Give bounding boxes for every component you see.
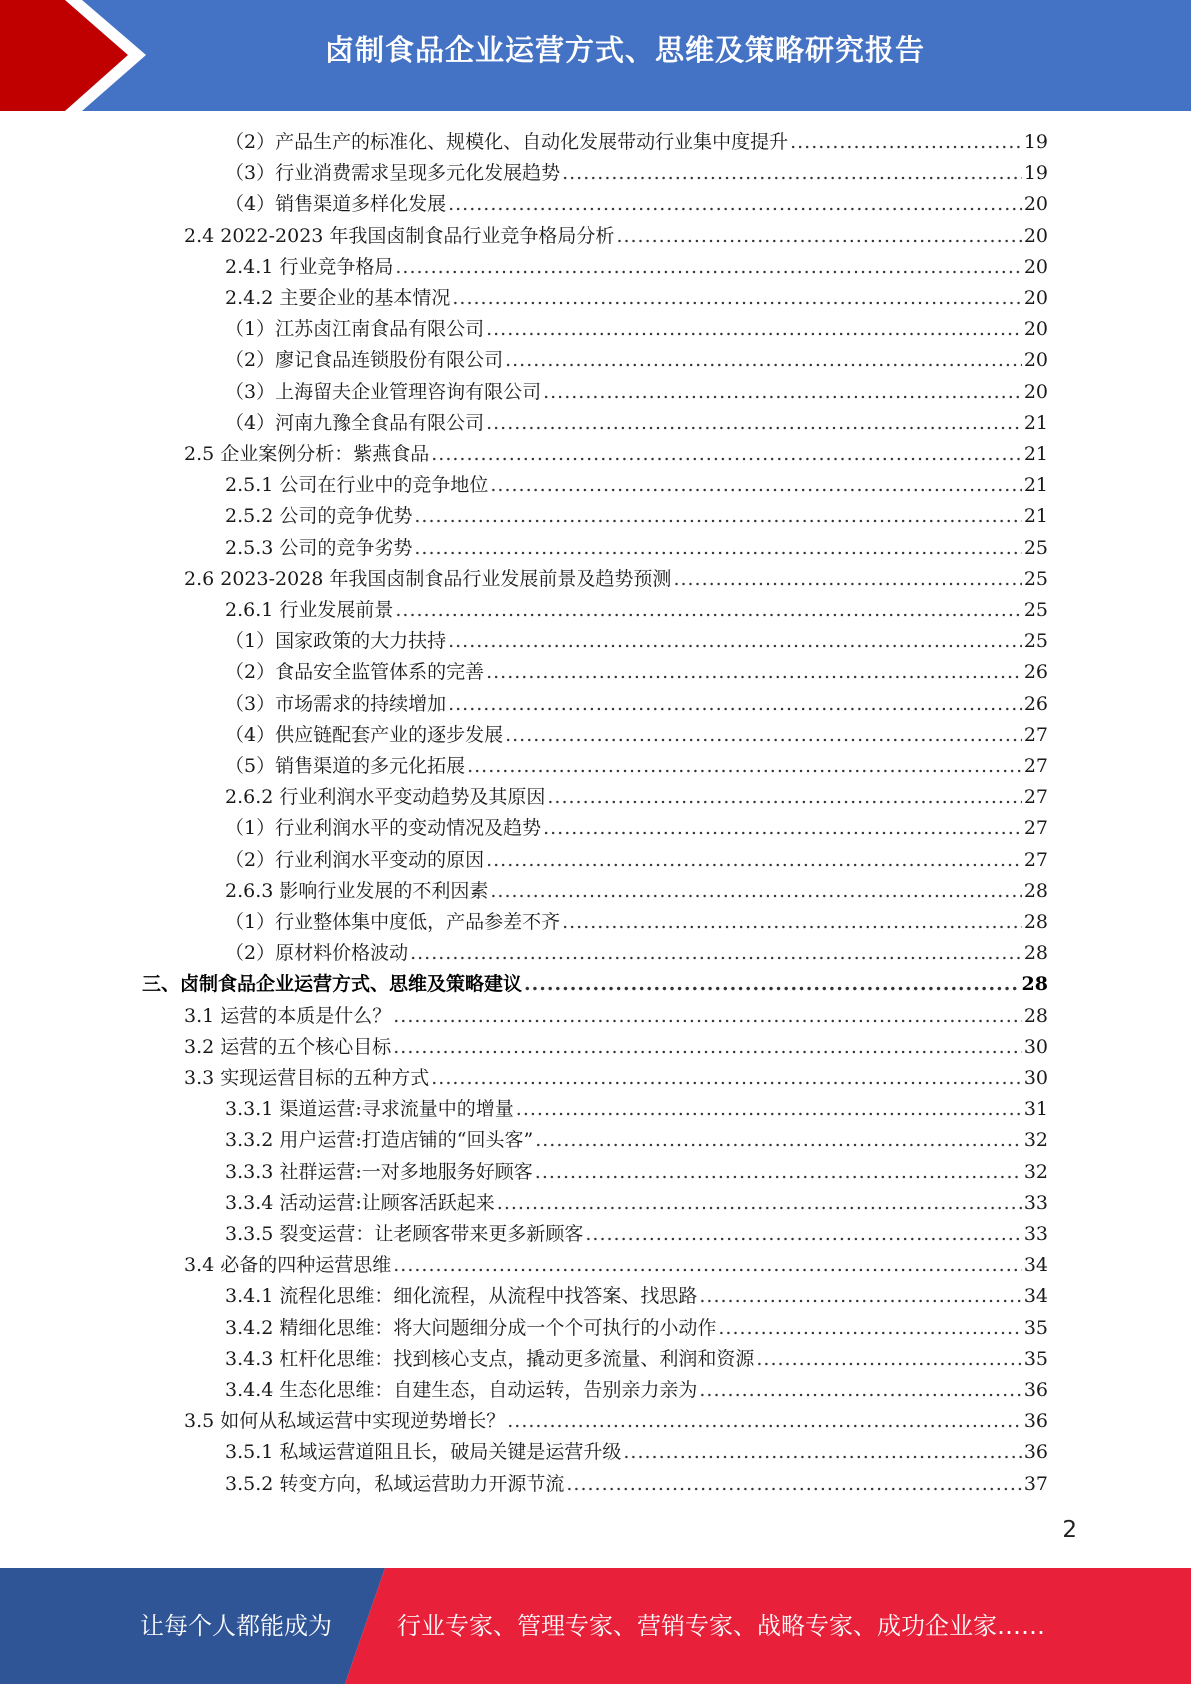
toc-entry[interactable] [184, 564, 1048, 595]
toc-entry-title: （2）产品生产的标准化、规模化、自动化发展带动行业集中度提升 [225, 131, 789, 153]
toc-entry[interactable] [225, 1344, 1048, 1375]
toc-entry[interactable] [225, 782, 1048, 813]
toc-entry-page: 28 [1023, 879, 1048, 902]
toc-entry-page: 28 [1023, 1004, 1048, 1027]
toc-dot-leader [535, 1157, 1022, 1188]
toc-entry-page: 35 [1023, 1316, 1048, 1339]
toc-dot-leader [616, 221, 1021, 252]
toc-dot-leader [585, 1219, 1021, 1250]
toc-entry-page: 27 [1023, 755, 1048, 777]
toc-entry-page: 21 [1023, 505, 1048, 528]
toc-dot-leader [699, 1375, 1021, 1406]
toc-entry[interactable] [225, 1281, 1048, 1312]
toc-entry-page: 21 [1023, 474, 1048, 497]
toc-entry[interactable] [225, 283, 1048, 314]
toc-dot-leader [410, 938, 1022, 969]
toc-entry-page: 21 [1023, 443, 1048, 465]
toc-entry-title: （1）行业利润水平的变动情况及趋势 [225, 817, 542, 840]
toc-entry[interactable] [225, 533, 1048, 564]
toc-entry-title: （4）供应链配套产业的逐步发展 [225, 723, 504, 746]
toc-dot-leader [393, 1001, 1022, 1032]
toc-entry[interactable] [225, 1313, 1048, 1344]
toc-entry-page: 30 [1023, 1067, 1048, 1089]
toc-dot-leader [486, 657, 1022, 688]
toc-dot-leader [467, 751, 1022, 782]
toc-entry-title: 2.4.2 主要企业的基本情况 [225, 287, 451, 309]
toc-entry-title: （4）河南九豫全食品有限公司 [225, 411, 485, 434]
toc-entry-title: 3.2 运营的五个核心目标 [184, 1035, 392, 1058]
toc-entry-page: 25 [1023, 567, 1048, 590]
page-number: 2 [1062, 1517, 1077, 1543]
toc-entry[interactable] [142, 969, 1048, 1000]
toc-entry-page: 27 [1023, 786, 1048, 809]
toc-entry[interactable] [225, 876, 1048, 907]
toc-entry-title: （2）行业利润水平变动的原因 [225, 848, 485, 871]
toc-entry-title: （1）国家政策的大力扶持 [225, 630, 447, 653]
toc-dot-leader [490, 876, 1021, 907]
toc-dot-leader [414, 501, 1021, 532]
toc-entry-page: 20 [1023, 318, 1048, 341]
toc-entry-page: 32 [1023, 1129, 1048, 1152]
toc-dot-leader [547, 782, 1021, 813]
toc-dot-leader [543, 813, 1022, 844]
toc-entry[interactable] [184, 439, 1048, 470]
toc-entry-page: 28 [1023, 911, 1048, 933]
toc-entry[interactable] [225, 345, 1048, 376]
toc-dot-leader [718, 1313, 1021, 1344]
toc-entry-title: 2.6.1 行业发展前景 [225, 599, 394, 621]
toc-entry[interactable] [225, 657, 1048, 688]
toc-entry[interactable] [225, 314, 1048, 345]
toc-entry[interactable] [225, 1469, 1048, 1500]
toc-entry[interactable] [225, 751, 1048, 782]
toc-dot-leader [395, 595, 1021, 626]
toc-entry-title: 2.5.1 公司在行业中的竞争地位 [225, 474, 489, 497]
page-footer [0, 1568, 1191, 1684]
toc-entry[interactable] [225, 689, 1048, 720]
toc-entry-page: 33 [1023, 1223, 1048, 1245]
toc-dot-leader [562, 907, 1022, 938]
toc-entry[interactable] [225, 127, 1048, 158]
toc-entry[interactable] [225, 626, 1048, 657]
toc-entry-page: 21 [1023, 411, 1048, 434]
toc-entry[interactable] [225, 1437, 1048, 1468]
toc-entry[interactable] [225, 1094, 1048, 1125]
toc-entry-title: （3）市场需求的持续增加 [225, 692, 447, 715]
toc-dot-leader [535, 1125, 1022, 1156]
report-title: 卤制食品企业运营方式、思维及策略研究报告 [324, 33, 925, 67]
toc-dot-leader [414, 533, 1021, 564]
toc-entry-page: 34 [1023, 1254, 1048, 1277]
toc-entry-page: 20 [1023, 349, 1048, 372]
toc-entry-page: 20 [1023, 193, 1048, 216]
toc-entry-page: 36 [1023, 1441, 1048, 1464]
toc-dot-leader [486, 408, 1022, 439]
toc-dot-leader [623, 1437, 1021, 1468]
toc-entry[interactable] [225, 252, 1048, 283]
toc-entry-page: 20 [1023, 287, 1048, 309]
toc-entry[interactable] [225, 377, 1048, 408]
toc-entry-title: （2）食品安全监管体系的完善 [225, 661, 485, 684]
toc-dot-leader [756, 1344, 1021, 1375]
toc-entry-page: 27 [1023, 848, 1048, 871]
toc-entry-title: 3.3.4 活动运营:让顾客活跃起来 [225, 1191, 495, 1214]
toc-entry[interactable] [184, 1406, 1048, 1437]
toc-dot-leader [431, 439, 1022, 470]
toc-dot-leader [486, 314, 1022, 345]
toc-entry[interactable] [225, 1219, 1048, 1250]
toc-dot-leader [393, 1250, 1022, 1281]
toc-entry-title: （2）原材料价格波动 [225, 942, 409, 965]
toc-entry[interactable] [225, 189, 1048, 220]
toc-entry-page: 26 [1023, 692, 1048, 715]
toc-entry-page: 25 [1023, 599, 1048, 621]
toc-entry[interactable] [184, 1063, 1048, 1094]
toc-entry-title: 3.4.2 精细化思维：将大问题细分成一个个可执行的小动作 [225, 1316, 717, 1339]
toc-entry-page: 36 [1023, 1379, 1048, 1401]
toc-entry-title: 2.5.3 公司的竞争劣势 [225, 536, 413, 559]
toc-entry-title: （1）行业整体集中度低，产品参差不齐 [225, 911, 561, 933]
toc-entry-title: 2.5 企业案例分析：紫燕食品 [184, 443, 430, 465]
toc-entry-title: （1）江苏卤江南食品有限公司 [225, 318, 485, 341]
toc-entry[interactable] [225, 158, 1048, 189]
toc-entry-page: 27 [1023, 723, 1048, 746]
toc-entry[interactable] [225, 938, 1048, 969]
toc-entry-title: 3.3.1 渠道运营:寻求流量中的增量 [225, 1098, 514, 1121]
toc-entry-page: 20 [1023, 255, 1048, 278]
toc-entry-title: 2.6.3 影响行业发展的不利因素 [225, 879, 489, 902]
page-header [0, 0, 1191, 111]
toc-dot-leader [790, 127, 1022, 158]
toc-entry[interactable] [184, 1250, 1048, 1281]
toc-entry-title: （2）廖记食品连锁股份有限公司 [225, 349, 504, 372]
toc-entry[interactable] [225, 470, 1048, 501]
toc-entry-page: 25 [1023, 536, 1048, 559]
toc-dot-leader [673, 564, 1021, 595]
toc-entry-title: 3.4.1 流程化思维：细化流程，从流程中找答案、找思路 [225, 1285, 698, 1308]
toc-dot-leader [486, 845, 1022, 876]
toc-entry-page: 28 [1023, 942, 1048, 965]
toc-dot-leader [395, 252, 1021, 283]
toc-entry-title: 3.5.1 私域运营道阻且长，破局关键是运营升级 [225, 1441, 622, 1464]
toc-dot-leader [448, 189, 1022, 220]
toc-entry[interactable] [225, 1125, 1048, 1156]
toc-entry[interactable] [225, 1157, 1048, 1188]
toc-entry[interactable] [184, 221, 1048, 252]
footer-slogan-left: 让每个人都能成为 [140, 1612, 332, 1640]
toc-dot-leader [505, 345, 1022, 376]
toc-dot-leader [524, 969, 1020, 1000]
toc-entry[interactable] [184, 1001, 1048, 1032]
toc-dot-leader [507, 1406, 1022, 1437]
toc-dot-leader [448, 626, 1022, 657]
toc-entry-title: 3.3 实现运营目标的五种方式 [184, 1067, 430, 1089]
toc-entry-title: 2.5.2 公司的竞争优势 [225, 505, 413, 528]
toc-entry-title: 2.6.2 行业利润水平变动趋势及其原因 [225, 786, 546, 809]
toc-dot-leader [448, 689, 1022, 720]
toc-entry-page: 32 [1023, 1160, 1048, 1183]
toc-dot-leader [497, 1188, 1022, 1219]
toc-entry-title: （4）销售渠道多样化发展 [225, 193, 447, 216]
toc-entry-title: 3.3.2 用户运营:打造店铺的“回头客” [225, 1129, 534, 1152]
toc-entry[interactable] [225, 408, 1048, 439]
toc-entry-page: 36 [1023, 1410, 1048, 1433]
toc-entry-title: 3.1 运营的本质是什么？ [184, 1004, 392, 1027]
toc-entry[interactable] [225, 907, 1048, 938]
toc-dot-leader [562, 158, 1022, 189]
header-chevron-decoration [0, 0, 200, 111]
toc-entry[interactable] [225, 501, 1048, 532]
toc-entry-page: 19 [1023, 131, 1048, 153]
toc-entry-title: 2.4.1 行业竞争格局 [225, 255, 394, 278]
toc-dot-leader [431, 1063, 1022, 1094]
toc-entry[interactable] [225, 813, 1048, 844]
toc-entry-page: 19 [1023, 162, 1048, 185]
toc-dot-leader [699, 1281, 1021, 1312]
toc-entry-page: 20 [1023, 380, 1048, 403]
toc-entry-page: 20 [1023, 224, 1048, 247]
toc-entry-page: 26 [1023, 661, 1048, 684]
toc-entry-title: （3）上海留夫企业管理咨询有限公司 [225, 380, 542, 403]
toc-entry-title: （3）行业消费需求呈现多元化发展趋势 [225, 162, 561, 185]
toc-dot-leader [543, 377, 1022, 408]
toc-dot-leader [566, 1469, 1021, 1500]
toc-dot-leader [393, 1032, 1022, 1063]
toc-entry[interactable] [225, 1188, 1048, 1219]
toc-entry-title: 3.3.5 裂变运营：让老顾客带来更多新顾客 [225, 1223, 584, 1245]
toc-entry-page: 27 [1023, 817, 1048, 840]
toc-entry-page: 33 [1023, 1191, 1048, 1214]
toc-entry-title: 3.3.3 社群运营:一对多地服务好顾客 [225, 1160, 533, 1183]
toc-entry[interactable] [225, 720, 1048, 751]
toc-entry-page: 30 [1023, 1035, 1048, 1058]
toc-entry[interactable] [225, 845, 1048, 876]
footer-slogan-right: 行业专家、管理专家、营销专家、战略专家、成功企业家…… [397, 1612, 1045, 1640]
toc-entry-title: 2.6 2023-2028 年我国卤制食品行业发展前景及趋势预测 [184, 567, 672, 590]
toc-entry[interactable] [184, 1032, 1048, 1063]
toc-entry-page: 28 [1021, 973, 1048, 996]
toc-entry-title: 3.4.4 生态化思维：自建生态，自动运转，告别亲力亲为 [225, 1379, 698, 1401]
toc-entry-title: 3.5.2 转变方向，私域运营助力开源节流 [225, 1472, 565, 1495]
toc-entry-title: 2.4 2022-2023 年我国卤制食品行业竞争格局分析 [184, 224, 615, 247]
toc-dot-leader [452, 283, 1021, 314]
toc-entry-title: （5）销售渠道的多元化拓展 [225, 755, 466, 777]
toc-dot-leader [516, 1094, 1022, 1125]
toc-dot-leader [505, 720, 1022, 751]
toc-entry-page: 31 [1023, 1098, 1048, 1121]
toc-dot-leader [490, 470, 1021, 501]
toc-entry-page: 37 [1023, 1472, 1048, 1495]
toc-entry-page: 25 [1023, 630, 1048, 653]
toc-entry-title: 3.4 必备的四种运营思维 [184, 1254, 392, 1277]
toc-entry-page: 35 [1023, 1347, 1048, 1370]
toc-entry-title: 3.5 如何从私域运营中实现逆势增长？ [184, 1410, 506, 1433]
toc-entry[interactable] [225, 595, 1048, 626]
toc-entry-title: 三、卤制食品企业运营方式、思维及策略建议 [142, 973, 523, 996]
toc-entry-page: 34 [1023, 1285, 1048, 1308]
toc-entry[interactable] [225, 1375, 1048, 1406]
toc-entry-title: 3.4.3 杠杆化思维：找到核心支点，撬动更多流量、利润和资源 [225, 1347, 755, 1370]
